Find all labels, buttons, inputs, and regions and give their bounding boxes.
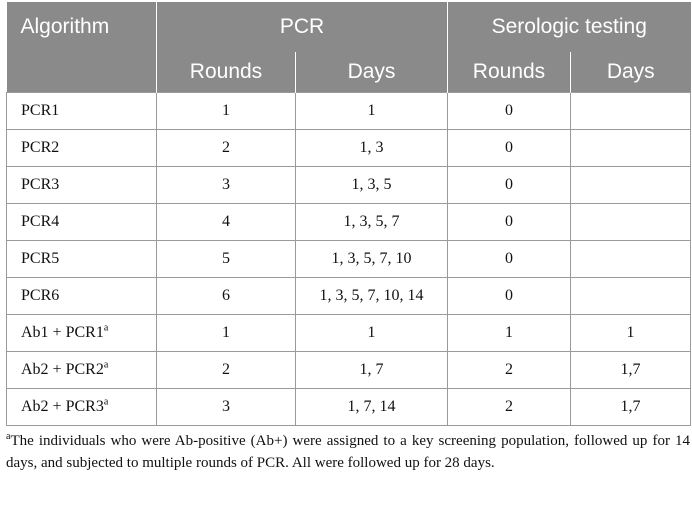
cell-algorithm-text: PCR2 — [21, 139, 60, 156]
header-algorithm: Algorithm — [7, 2, 157, 52]
footnote — [6, 430, 690, 474]
cell-pcr-days — [296, 241, 448, 278]
table-row — [7, 130, 691, 167]
cell-pcr-days — [296, 389, 448, 426]
cell-sero-days — [571, 204, 691, 241]
cell-sero-days — [571, 130, 691, 167]
cell-algorithm-text: PCR5 — [21, 250, 60, 267]
cell-sero-days-text: 1,7 — [620, 398, 641, 415]
table-row — [7, 352, 691, 389]
cell-pcr-rounds — [157, 204, 296, 241]
header-pcr-days: Days — [296, 52, 448, 93]
table-container — [6, 2, 690, 474]
cell-pcr-days-text: 1, 3, 5, 7, 10 — [331, 250, 412, 267]
cell-pcr-rounds — [157, 241, 296, 278]
cell-sero-days — [571, 389, 691, 426]
cell-pcr-rounds-text: 6 — [222, 287, 230, 304]
cell-sero-rounds-text: 0 — [505, 213, 513, 230]
cell-algorithm — [7, 130, 157, 167]
cell-sero-rounds — [448, 130, 571, 167]
table-body — [7, 93, 691, 426]
cell-sero-days — [571, 241, 691, 278]
cell-pcr-rounds-text: 3 — [222, 398, 230, 415]
cell-sero-rounds — [448, 278, 571, 315]
cell-sero-days — [571, 167, 691, 204]
cell-sero-rounds — [448, 241, 571, 278]
cell-sero-days-text: 1 — [626, 324, 635, 341]
cell-algorithm — [7, 93, 157, 130]
cell-algorithm — [7, 389, 157, 426]
cell-pcr-rounds — [157, 278, 296, 315]
cell-sero-rounds-text: 0 — [505, 250, 513, 267]
cell-pcr-days-text: 1, 7, 14 — [347, 398, 396, 415]
cell-sero-rounds-text: 2 — [505, 398, 513, 415]
cell-pcr-days-text: 1, 7 — [359, 361, 384, 378]
cell-pcr-rounds — [157, 315, 296, 352]
algorithm-table — [6, 2, 691, 426]
footnote-marker: a — [6, 431, 11, 442]
cell-pcr-rounds — [157, 389, 296, 426]
cell-pcr-rounds — [157, 167, 296, 204]
cell-algorithm — [7, 167, 157, 204]
table-header — [7, 2, 691, 93]
cell-pcr-rounds-text: 1 — [222, 324, 230, 341]
cell-sero-days — [571, 315, 691, 352]
header-pcr-rounds: Rounds — [157, 52, 296, 93]
cell-pcr-days-text: 1, 3, 5, 7, 10, 14 — [319, 287, 424, 304]
cell-algorithm — [7, 241, 157, 278]
table-row — [7, 315, 691, 352]
cell-algorithm — [7, 278, 157, 315]
cell-pcr-days-text: 1 — [367, 324, 376, 341]
header-serologic-testing: Serologic testing — [448, 2, 691, 52]
cell-pcr-days — [296, 204, 448, 241]
cell-pcr-rounds-text: 3 — [222, 176, 230, 193]
cell-algorithm-text: PCR3 — [21, 176, 60, 193]
cell-pcr-rounds-text: 5 — [222, 250, 230, 267]
cell-sero-rounds — [448, 167, 571, 204]
cell-sero-rounds-text: 0 — [505, 139, 513, 156]
cell-pcr-days — [296, 352, 448, 389]
cell-pcr-days — [296, 315, 448, 352]
footnote-ref: a — [103, 322, 109, 334]
cell-algorithm-text: PCR1 — [21, 102, 60, 119]
cell-pcr-rounds-text: 1 — [222, 102, 230, 119]
cell-pcr-days-text: 1, 3, 5, 7 — [343, 213, 400, 230]
cell-sero-rounds-text: 2 — [505, 361, 513, 378]
cell-pcr-days — [296, 167, 448, 204]
cell-sero-days — [571, 93, 691, 130]
cell-sero-days-text: 1,7 — [620, 361, 641, 378]
header-sero-rounds: Rounds — [448, 52, 571, 93]
cell-pcr-days — [296, 93, 448, 130]
cell-algorithm-text: PCR4 — [21, 213, 60, 230]
table-row — [7, 278, 691, 315]
cell-pcr-rounds-text: 2 — [222, 361, 230, 378]
cell-sero-days — [571, 352, 691, 389]
footnote-ref: a — [103, 359, 109, 371]
cell-pcr-days-text: 1 — [367, 102, 376, 119]
cell-pcr-days-text: 1, 3 — [359, 139, 384, 156]
cell-algorithm — [7, 315, 157, 352]
cell-pcr-rounds — [157, 352, 296, 389]
cell-sero-rounds — [448, 352, 571, 389]
table-row — [7, 389, 691, 426]
cell-sero-rounds-text: 0 — [505, 287, 513, 304]
cell-algorithm-text: PCR6 — [21, 287, 60, 304]
header-sero-days: Days — [571, 52, 691, 93]
cell-sero-rounds-text: 1 — [505, 324, 513, 341]
table-row — [7, 93, 691, 130]
cell-sero-rounds — [448, 204, 571, 241]
cell-algorithm-text: Ab1 + PCR1 — [21, 324, 104, 341]
cell-pcr-days — [296, 278, 448, 315]
cell-pcr-rounds-text: 4 — [222, 213, 230, 230]
cell-sero-rounds — [448, 315, 571, 352]
cell-algorithm — [7, 352, 157, 389]
table-row — [7, 167, 691, 204]
cell-pcr-rounds — [157, 93, 296, 130]
table-row — [7, 204, 691, 241]
cell-pcr-rounds-text: 2 — [222, 139, 230, 156]
cell-algorithm-text: Ab2 + PCR3 — [21, 398, 104, 415]
header-empty — [7, 52, 157, 93]
cell-sero-rounds — [448, 93, 571, 130]
cell-pcr-days — [296, 130, 448, 167]
header-pcr: PCR — [157, 2, 448, 52]
table-row — [7, 241, 691, 278]
cell-pcr-rounds — [157, 130, 296, 167]
cell-algorithm-text: Ab2 + PCR2 — [21, 361, 104, 378]
cell-sero-rounds-text: 0 — [505, 102, 513, 119]
cell-sero-rounds-text: 0 — [505, 176, 513, 193]
footnote-text: The individuals who were Ab-positive (Ab+) were assigned to a key screening population, followed up for 14 days, and subjected to multiple rounds of PCR. All were followed up for 28 days. — [6, 433, 690, 471]
cell-pcr-days-text: 1, 3, 5 — [351, 176, 392, 193]
footnote-ref: a — [103, 396, 109, 408]
cell-sero-rounds — [448, 389, 571, 426]
cell-sero-days — [571, 278, 691, 315]
cell-algorithm — [7, 204, 157, 241]
